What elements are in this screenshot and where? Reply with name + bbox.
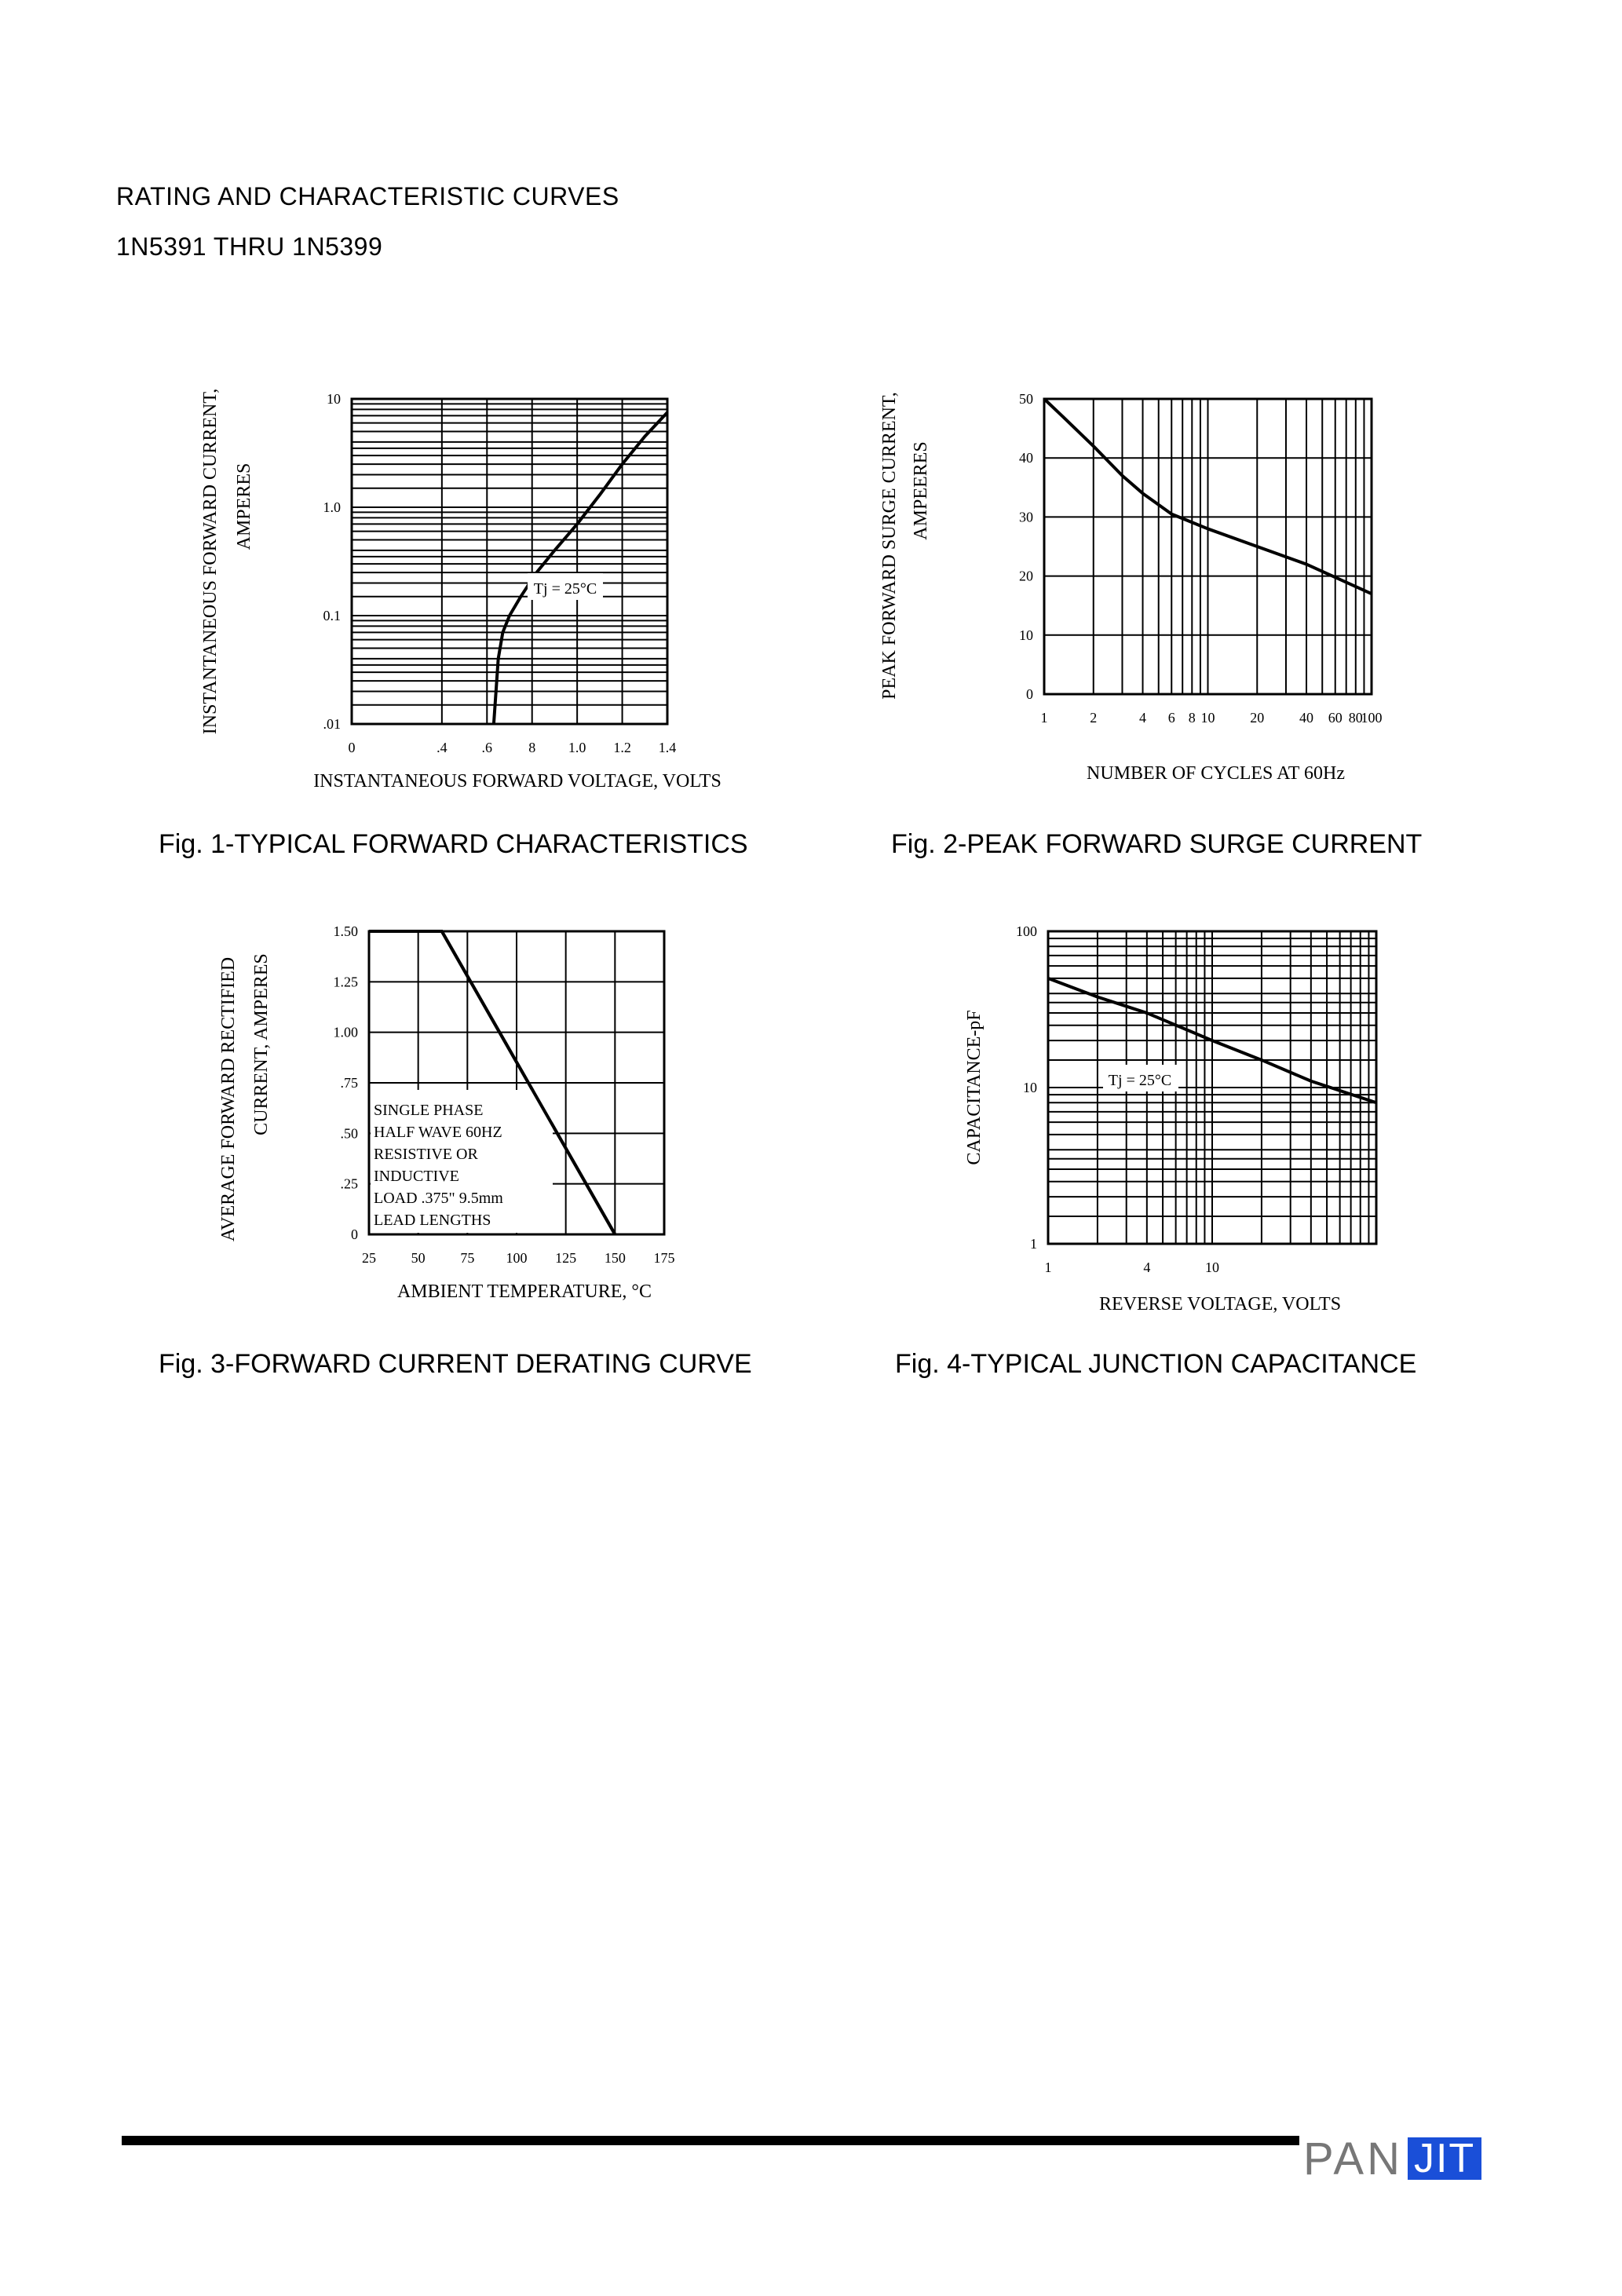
fig2-ytick-label: 10 — [1019, 627, 1033, 643]
fig2-ytick-label: 40 — [1019, 450, 1033, 466]
fig1-xtick-label: 0 — [348, 740, 356, 755]
header-part-range: 1N5391 THRU 1N5399 — [116, 232, 383, 261]
fig3-xtick-label: 125 — [555, 1250, 577, 1266]
fig2-ytick-label: 30 — [1019, 509, 1033, 525]
fig1-caption: Fig. 1-TYPICAL FORWARD CHARACTERISTICS — [159, 829, 748, 859]
fig1-grid — [352, 399, 667, 724]
fig3-annotation-line: SINGLE PHASE — [374, 1102, 484, 1119]
fig4-ytick-label: 100 — [1016, 923, 1037, 939]
fig1-ytick-label: 0.1 — [323, 608, 341, 623]
fig1-xtick-label: .6 — [481, 740, 493, 755]
fig2-xlabel: NUMBER OF CYCLES AT 60Hz — [1087, 763, 1345, 784]
fig2-ytick-label: 0 — [1026, 686, 1033, 702]
fig3-annotation-line: LOAD .375" 9.5mm — [374, 1190, 503, 1207]
fig1-ylabel-2: AMPERES — [234, 462, 254, 550]
fig3-chart — [218, 923, 675, 1302]
fig2-xtick-label: 80 — [1348, 710, 1363, 726]
fig1-xlabel: INSTANTANEOUS FORWARD VOLTAGE, VOLTS — [313, 771, 721, 792]
fig4-xtick-label: 4 — [1143, 1260, 1151, 1275]
fig1-xtick-label: 1.2 — [613, 740, 631, 755]
fig3-xtick-label: 75 — [460, 1250, 475, 1266]
footer-rule — [122, 2136, 1299, 2145]
fig3-xtick-label: 50 — [411, 1250, 426, 1266]
fig2-ytick-label: 50 — [1019, 391, 1033, 407]
fig3-ylabel-2: CURRENT, AMPERES — [251, 953, 272, 1135]
fig3-ytick-label: .75 — [340, 1075, 358, 1091]
fig1-ytick-label: 10 — [327, 391, 341, 407]
fig4-xtick-label: 1 — [1044, 1260, 1052, 1275]
fig3-annotation-line: HALF WAVE 60HZ — [374, 1124, 502, 1141]
fig1-xtick-label: .4 — [437, 740, 448, 755]
fig3-annotation-line: RESISTIVE OR — [374, 1146, 478, 1163]
fig1-ytick-label: .01 — [323, 716, 341, 732]
fig2-xtick-label: 10 — [1200, 710, 1215, 726]
fig1-xtick-label: 1.4 — [658, 740, 677, 755]
fig1-xtick-label: 8 — [528, 740, 536, 755]
fig2-xtick-label: 40 — [1299, 710, 1314, 726]
panjit-logo — [1303, 2133, 1481, 2184]
fig2-xtick-label: 6 — [1167, 710, 1175, 726]
fig3-xtick-label: 175 — [653, 1250, 675, 1266]
fig2-ylabel-2: AMPEERES — [911, 441, 931, 540]
fig4-annotation: Tj = 25°C — [1108, 1072, 1172, 1089]
fig3-ylabel: AVERAGE FORWARD RECTIFIED — [218, 956, 239, 1242]
fig2-ylabel: PEAK FORWARD SURGE CURRENT, — [879, 392, 900, 700]
fig1-chart — [200, 389, 721, 792]
fig2-xtick-label: 100 — [1361, 710, 1383, 726]
fig2-xtick-label: 60 — [1328, 710, 1343, 726]
fig3-xlabel: AMBIENT TEMPERATURE, °C — [396, 1281, 652, 1302]
fig3-xtick-label: 150 — [604, 1250, 626, 1266]
fig3-annotation-line: LEAD LENGTHS — [374, 1212, 491, 1229]
fig1-ylabel: INSTANTANEOUS FORWARD CURRENT, — [200, 388, 221, 735]
fig1-annotation: Tj = 25°C — [533, 580, 597, 598]
fig3-ytick-label: 1.50 — [333, 923, 358, 939]
fig4-ylabel: CAPACITANCE-pF — [964, 1010, 985, 1165]
fig1-ytick-label: 1.0 — [323, 499, 341, 515]
fig4-ytick-label: 10 — [1023, 1080, 1037, 1095]
fig4-chart — [964, 923, 1376, 1314]
logo-jit: JIT — [1408, 2137, 1481, 2180]
fig1-xtick-label: 1.0 — [568, 740, 586, 755]
fig1-series-line — [494, 412, 667, 724]
fig3-ytick-label: 0 — [351, 1227, 358, 1242]
fig3-ytick-label: 1.25 — [333, 974, 358, 990]
fig2-xtick-label: 20 — [1250, 710, 1265, 726]
fig3-ytick-label: 1.00 — [333, 1024, 358, 1040]
fig3-xtick-label: 25 — [362, 1250, 376, 1266]
fig3-annotation-line: INDUCTIVE — [374, 1168, 459, 1185]
fig4-xlabel: REVERSE VOLTAGE, VOLTS — [1098, 1294, 1342, 1314]
fig2-xtick-label: 1 — [1040, 710, 1048, 726]
fig2-chart — [879, 391, 1383, 784]
fig2-xtick-label: 8 — [1188, 710, 1196, 726]
fig4-caption: Fig. 4-TYPICAL JUNCTION CAPACITANCE — [895, 1349, 1417, 1379]
fig3-xtick-label: 100 — [506, 1250, 528, 1266]
header-title: RATING AND CHARACTERISTIC CURVES — [116, 182, 619, 210]
logo-pan: PAN — [1303, 2133, 1403, 2184]
fig4-ytick-label: 1 — [1030, 1236, 1037, 1252]
fig3-ytick-label: .25 — [340, 1175, 358, 1192]
fig2-xtick-label: 2 — [1090, 710, 1098, 726]
fig3-caption: Fig. 3-FORWARD CURRENT DERATING CURVE — [159, 1349, 752, 1379]
fig2-ytick-label: 20 — [1019, 568, 1033, 584]
fig2-xtick-label: 4 — [1139, 710, 1147, 726]
fig3-ytick-label: .50 — [340, 1125, 358, 1142]
fig2-grid — [1044, 399, 1372, 694]
fig4-xtick-label: 10 — [1205, 1260, 1219, 1275]
fig2-caption: Fig. 2-PEAK FORWARD SURGE CURRENT — [891, 829, 1423, 859]
